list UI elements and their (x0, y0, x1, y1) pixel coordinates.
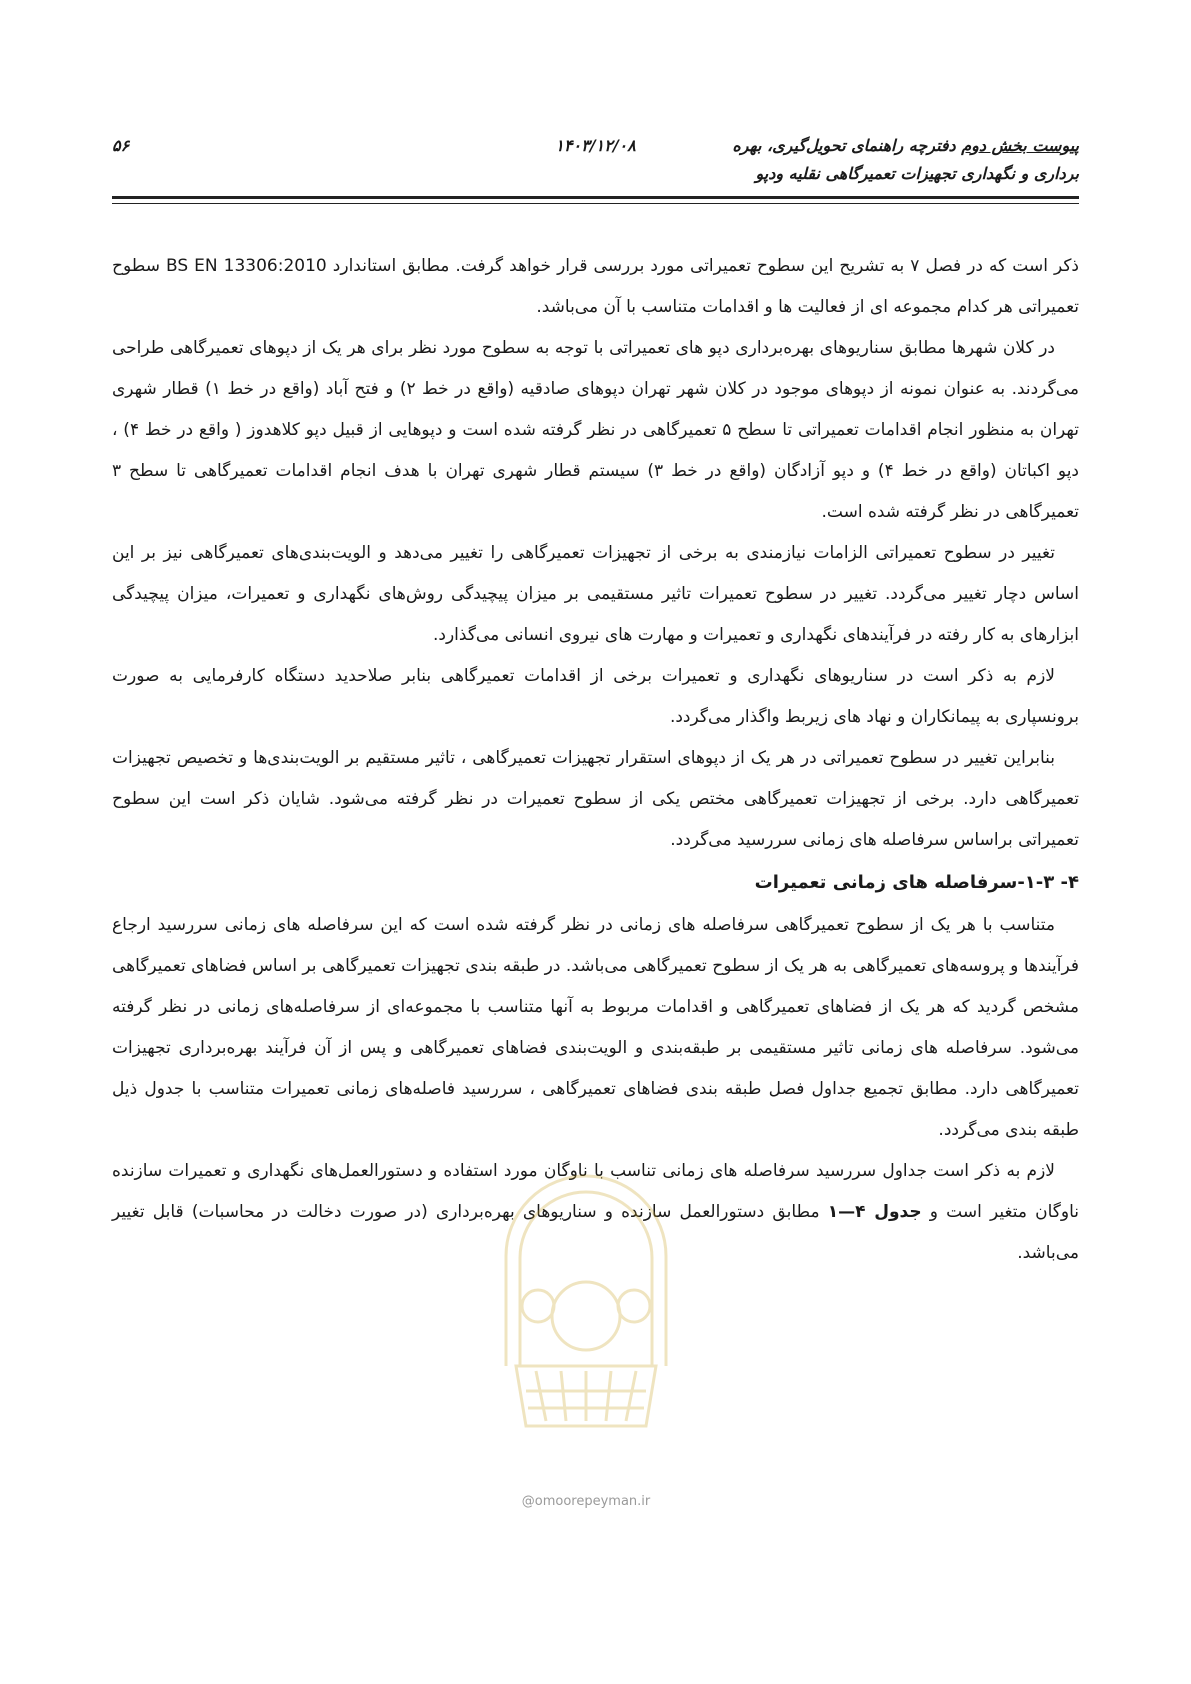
paragraph-1: ذکر است که در فصل ۷ به تشریح این سطوح تعمیراتی مورد بررسی قرار خواهد گرفت. مطابق استاندارد BS EN 13306:2010 سطوح تعمیراتی هر کدام مجموعه ای از فعالیت ها و اقدامات متناسب با آن می‌باشد. (112, 256, 1080, 317)
header-title-line1: دفترچه راهنمای تحویل‌گیری، بهره (732, 136, 962, 155)
paragraph-4: لازم به ذکر است در سناریوهای نگهداری و تعمیرات برخی از اقدامات تعمیرگاهی بنابر صلاحدید دستگاه کارفرمایی به صورت برونسپاری به پیمانکاران و نهاد های زیربط واگذار می‌گردد. (112, 666, 1079, 727)
paragraph-2: در کلان شهرها مطابق سناریوهای بهره‌برداری دپو های تعمیراتی با توجه به سطوح مورد نظر برای هر یک از دپوهای تعمیرگاهی طراحی می‌گردند. به عنوان نمونه از دپوهای موجود در کلان شهر تهران دپوهای صادقیه (واقع در خط ۲) و فتح آباد (واقع در خط ۱) قطار شهری تهران به منظور انجام اقدامات تعمیراتی تا سطح ۵ تعمیرگاهی در نظر گرفته شده است و دپوهایی از قبیل دپو کلاهدوز ( واقع در خط ۴) ، دپو اکباتان (واقع در خط ۴) و دپو آزادگان (واقع در خط ۳) سیستم قطار شهری تهران با هدف انجام اقدامات تعمیرگاهی تا سطح ۳ تعمیرگاهی در نظر گرفته شده است. (112, 338, 1079, 522)
watermark-url: @omoorepeyman.ir (521, 1494, 651, 1509)
header-rule-thin (112, 203, 1079, 204)
table-reference: جدول ۴—۱ (827, 1202, 922, 1222)
paragraph-3: تغییر در سطوح تعمیراتی الزامات نیازمندی به برخی از تجهیزات تعمیرگاهی را تغییر می‌دهد و الویت‌بندی‌های تعمیرگاهی نیز بر این اساس دچار تغییر می‌گردد. تغییر در سطوح تعمیرات تاثیر مستقیمی بر میزان پیچیدگی روش‌های نگهداری و تعمیرات، میزان پیچیدگی ابزارهای به کار رفته در فرآیندهای نگهداری و تعمیرات و مهارت های نیروی انسانی می‌گذارد. (112, 543, 1079, 645)
header-title-line2: برداری و نگهداری تجهیزات تعمیرگاهی نقلیه ودپو (755, 164, 1079, 183)
paragraph-5: بنابراین تغییر در سطوح تعمیراتی در هر یک از دپوهای استقرار تجهیزات تعمیرگاهی ، تاثیر مستقیم بر الویت‌بندی‌ها و تخصیص تجهیزات تعمیرگاهی دارد. برخی از تجهیزات تعمیرگاهی مختص یکی از سطوح تعمیرات در نظر گرفته می‌شود. شایان ذکر است این سطوح تعمیراتی براساس سرفاصله های زمانی سررسید می‌گردد. (112, 748, 1079, 850)
section-paragraph-1: متناسب با هر یک از سطوح تعمیرگاهی سرفاصله های زمانی در نظر گرفته شده است که این سرفاصله های زمانی سررسید ارجاع فرآیندها و پروسه‌های تعمیرگاهی به هر یک از سطوح تعمیرگاهی می‌باشد. در طبقه بندی تجهیزات تعمیرگاهی بر اساس فضاهای تعمیرگاهی مشخص گردید که هر یک از فضاهای تعمیرگاهی و اقدامات مربوط به آنها متناسب با مجموعه‌ای از سرفاصله‌های زمانی در نظر گرفته می‌شود. سرفاصله های زمانی تاثیر مستقیمی بر طبقه‌بندی و الویت‌بندی فضاهای تعمیرگاهی و پس از آن فرآیند بهره‌برداری تجهیزات تعمیرگاهی دارد. مطابق تجمیع جداول فصل طبقه بندی فضاهای تعمیرگاهی ، سررسید فاصله‌های زمانی تعمیرات متناسب با جدول ذیل طبقه بندی می‌گردد. (112, 915, 1079, 1140)
document-body (112, 246, 1079, 1274)
section-heading: ۴- ۱-۳-سرفاصله های زمانی تعمیرات (754, 872, 1079, 893)
page-number: ۵۶ (112, 136, 130, 155)
header-date: ۱۴۰۳/۱۲/۰۸ (555, 136, 636, 155)
header-rule-thick (112, 196, 1079, 199)
page-header (112, 128, 1079, 190)
section-paragraph-2-part2: مطابق دستورالعمل سازنده و سناریوهای بهره‌برداری (در صورت دخالت در محاسبات) قابل تغییر می‌باشد. (112, 1202, 1079, 1263)
section-paragraph-2 (112, 1151, 1079, 1274)
section-paragraph-2-part1: لازم به ذکر است جداول سررسید سرفاصله های زمانی تناسب با ناوگان مورد استفاده و دستورالعمل‌های نگهداری و تعمیرات سازنده ناوگان متغیر است و (112, 1161, 1079, 1222)
header-title-underlined: پیوست بخش دوم (961, 136, 1079, 155)
